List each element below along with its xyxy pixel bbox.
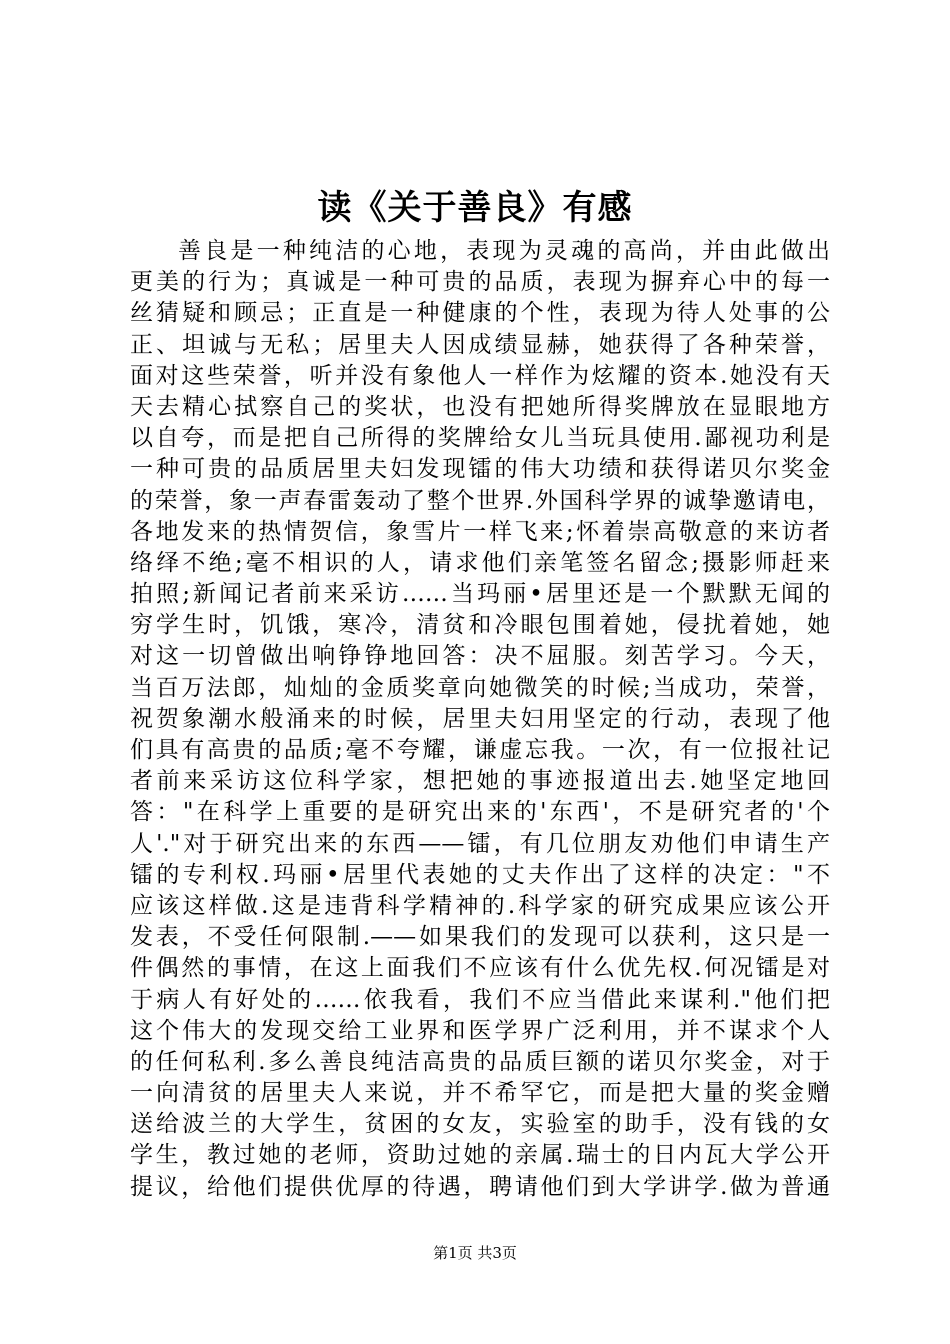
text-line: 这个伟大的发现交给工业界和医学界广泛利用，并不谋求个人 <box>130 1017 830 1044</box>
text-line: 一种可贵的品质居里夫妇发现镭的伟大功绩和获得诺贝尔奖金 <box>130 456 830 483</box>
document-title: 读《关于善良》有感 <box>317 188 633 228</box>
text-line: 对这一切曾做出响铮铮地回答：决不屈服。刻苦学习。今天， <box>130 643 830 670</box>
text-line: 送给波兰的大学生，贫困的女友，实验室的助手，没有钱的女 <box>130 1111 830 1138</box>
text-line: 拍照;新闻记者前来采访……当玛丽•居里还是一个默默无闻的 <box>130 581 830 608</box>
text-line: 天去精心拭察自己的奖状，也没有把她所得奖牌放在显眼地方 <box>130 393 830 420</box>
text-line: 面对这些荣誉，听并没有象他人一样作为炫耀的资本.她没有天 <box>130 362 830 389</box>
body-paragraph <box>130 236 830 1203</box>
text-line: 们具有高贵的品质;毫不夸耀，谦虚忘我。一次，有一位报社记 <box>130 737 830 763</box>
text-line: 发表，不受任何限制.——如果我们的发现可以获利，这只是一 <box>130 924 830 951</box>
text-line: 应该这样做.这是违背科学精神的.科学家的研究成果应该公开 <box>130 892 830 919</box>
text-line: 件偶然的事情，在这上面我们不应该有什么优先权.何况镭是对 <box>130 955 830 982</box>
text-line: 丝猜疑和顾忌；正直是一种健康的个性，表现为待人处事的公 <box>130 300 830 327</box>
text-line: 祝贺象潮水般涌来的时候，居里夫妇用坚定的行动，表现了他 <box>130 705 830 732</box>
text-line: 一向清贫的居里夫人来说，并不希罕它，而是把大量的奖金赠 <box>130 1080 830 1107</box>
text-line: 人'."对于研究出来的东西——镭，有几位朋友劝他们申请生产 <box>130 830 830 857</box>
text-line: 镭的专利权.玛丽•居里代表她的丈夫作出了这样的决定："不 <box>130 861 830 888</box>
text-line: 答："在科学上重要的是研究出来的'东西'，不是研究者的'个 <box>130 799 830 826</box>
text-line: 者前来采访这位科学家，想把她的事迹报道出去.她坚定地回 <box>130 768 830 795</box>
text-line: 以自夸，而是把自己所得的奖牌给女儿当玩具使用.鄙视功利是 <box>130 425 830 452</box>
text-line: 提议，给他们提供优厚的待遇，聘请他们到大学讲学.做为普通 <box>130 1173 830 1200</box>
text-line: 络绎不绝;毫不相识的人，请求他们亲笔签名留念;摄影师赶来 <box>130 549 830 576</box>
text-line: 各地发来的热情贺信，象雪片一样飞来;怀着崇高敬意的来访者 <box>130 518 830 545</box>
page-footer: 第1页 共3页 <box>433 1244 517 1262</box>
text-line: 正、坦诚与无私；居里夫人因成绩显赫，她获得了各种荣誉， <box>130 331 830 358</box>
text-line: 的任何私利.多么善良纯洁高贵的品质巨额的诺贝尔奖金，对于 <box>130 1048 830 1075</box>
text-line: 学生，教过她的老师，资助过她的亲属.瑞士的日内瓦大学公开 <box>130 1142 830 1169</box>
text-line: 当百万法郎，灿灿的金质奖章向她微笑的时候;当成功，荣誉， <box>130 674 830 701</box>
text-line: 穷学生时，饥饿，寒冷，清贫和冷眼包围着她，侵扰着她，她 <box>130 612 830 639</box>
text-line: 善良是一种纯洁的心地，表现为灵魂的高尚，并由此做出 <box>178 238 830 264</box>
text-line: 于病人有好处的……依我看，我们不应当借此来谋利."他们把 <box>130 986 830 1013</box>
text-line: 更美的行为；真诚是一种可贵的品质，表现为摒弃心中的每一 <box>130 269 830 296</box>
text-line: 的荣誉，象一声春雷轰动了整个世界.外国科学界的诚挚邀请电， <box>130 487 830 514</box>
